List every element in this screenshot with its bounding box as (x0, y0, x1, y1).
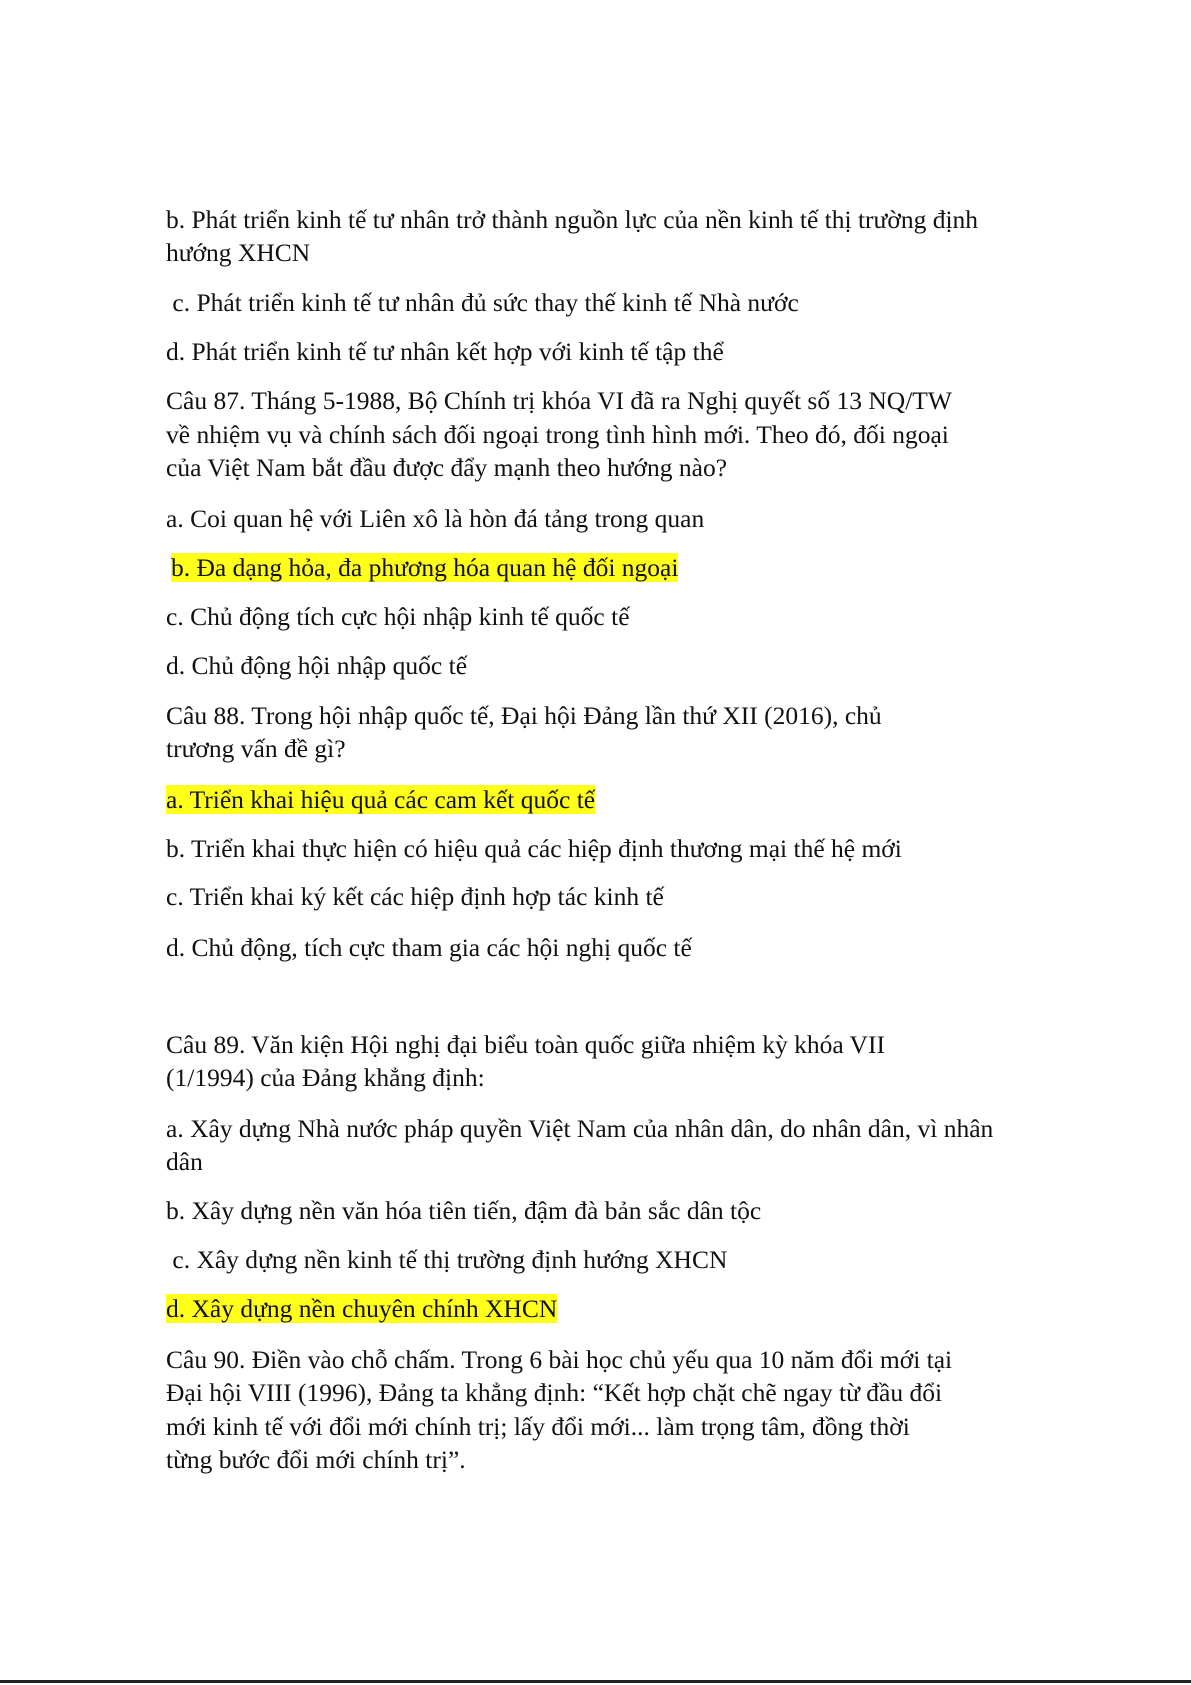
q86-option-d: d. Phát triển kinh tế tư nhân kết hợp với kinh tế tập thể (166, 337, 724, 366)
q88-text-line2: trương vấn đề gì? (166, 734, 346, 763)
q88-option-a-answer (166, 783, 595, 816)
answer-highlight: b. Đa dạng hỏa, đa phương hóa quan hệ đối ngoại (171, 553, 679, 582)
q87-text-line2: về nhiệm vụ và chính sách đối ngoại trong tình hình mới. Theo đó, đối ngoại (166, 420, 949, 449)
q90-text-line4: từng bước đổi mới chính trị”. (166, 1445, 466, 1474)
q88-option-d: d. Chủ động, tích cực tham gia các hội nghị quốc tế (166, 933, 692, 962)
q88-option-c: c. Triển khai ký kết các hiệp định hợp tác kinh tế (166, 882, 664, 911)
q87-text-line3: của Việt Nam bắt đầu được đẩy mạnh theo hướng nào? (166, 453, 728, 482)
q88-text-line1: Câu 88. Trong hội nhập quốc tế, Đại hội Đảng lần thứ XII (2016), chủ (166, 701, 882, 730)
q86-option-b-line1: b. Phát triển kinh tế tư nhân trở thành nguồn lực của nền kinh tế thị trường định (166, 205, 979, 234)
q89-option-d-answer (166, 1292, 557, 1325)
q87-option-d: d. Chủ động hội nhập quốc tế (166, 651, 468, 680)
q89-text-line2: (1/1994) của Đảng khẳng định: (166, 1063, 485, 1092)
q87-option-c: c. Chủ động tích cực hội nhập kinh tế quốc tế (166, 602, 630, 631)
answer-highlight: d. Xây dựng nền chuyên chính XHCN (166, 1294, 558, 1323)
q90-text-line1: Câu 90. Điền vào chỗ chấm. Trong 6 bài học chủ yếu qua 10 năm đổi mới tại (166, 1345, 953, 1374)
q86-option-b-line2: hướng XHCN (166, 238, 311, 267)
q90-text-line3: mới kinh tế với đổi mới chính trị; lấy đổi mới... làm trọng tâm, đồng thời (166, 1412, 910, 1441)
q87-text-line1: Câu 87. Tháng 5-1988, Bộ Chính trị khóa VI đã ra Nghị quyết số 13 NQ/TW (166, 386, 952, 415)
q89-option-b: b. Xây dựng nền văn hóa tiên tiến, đậm đà bản sắc dân tộc (166, 1196, 762, 1225)
q87-option-b-answer (171, 551, 678, 584)
q89-option-c: c. Xây dựng nền kinh tế thị trường định hướng XHCN (166, 1245, 728, 1274)
page-bottom-divider (0, 1680, 1191, 1683)
q90-text-line2: Đại hội VIII (1996), Đảng ta khẳng định: “Kết hợp chặt chẽ ngay từ đầu đổi (166, 1378, 943, 1407)
q89-text-line1: Câu 89. Văn kiện Hội nghị đại biểu toàn quốc giữa nhiệm kỳ khóa VII (166, 1030, 885, 1059)
q89-option-a-line1: a. Xây dựng Nhà nước pháp quyền Việt Nam của nhân dân, do nhân dân, vì nhân (166, 1114, 994, 1143)
q88-option-b: b. Triển khai thực hiện có hiệu quả các hiệp định thương mại thế hệ mới (166, 834, 902, 863)
answer-highlight: a. Triển khai hiệu quả các cam kết quốc tế (166, 785, 596, 814)
q86-option-c: c. Phát triển kinh tế tư nhân đủ sức thay thế kinh tế Nhà nước (166, 288, 799, 317)
q89-option-a-line2: dân (166, 1147, 203, 1176)
q87-option-a: a. Coi quan hệ với Liên xô là hòn đá tảng trong quan (166, 504, 705, 533)
